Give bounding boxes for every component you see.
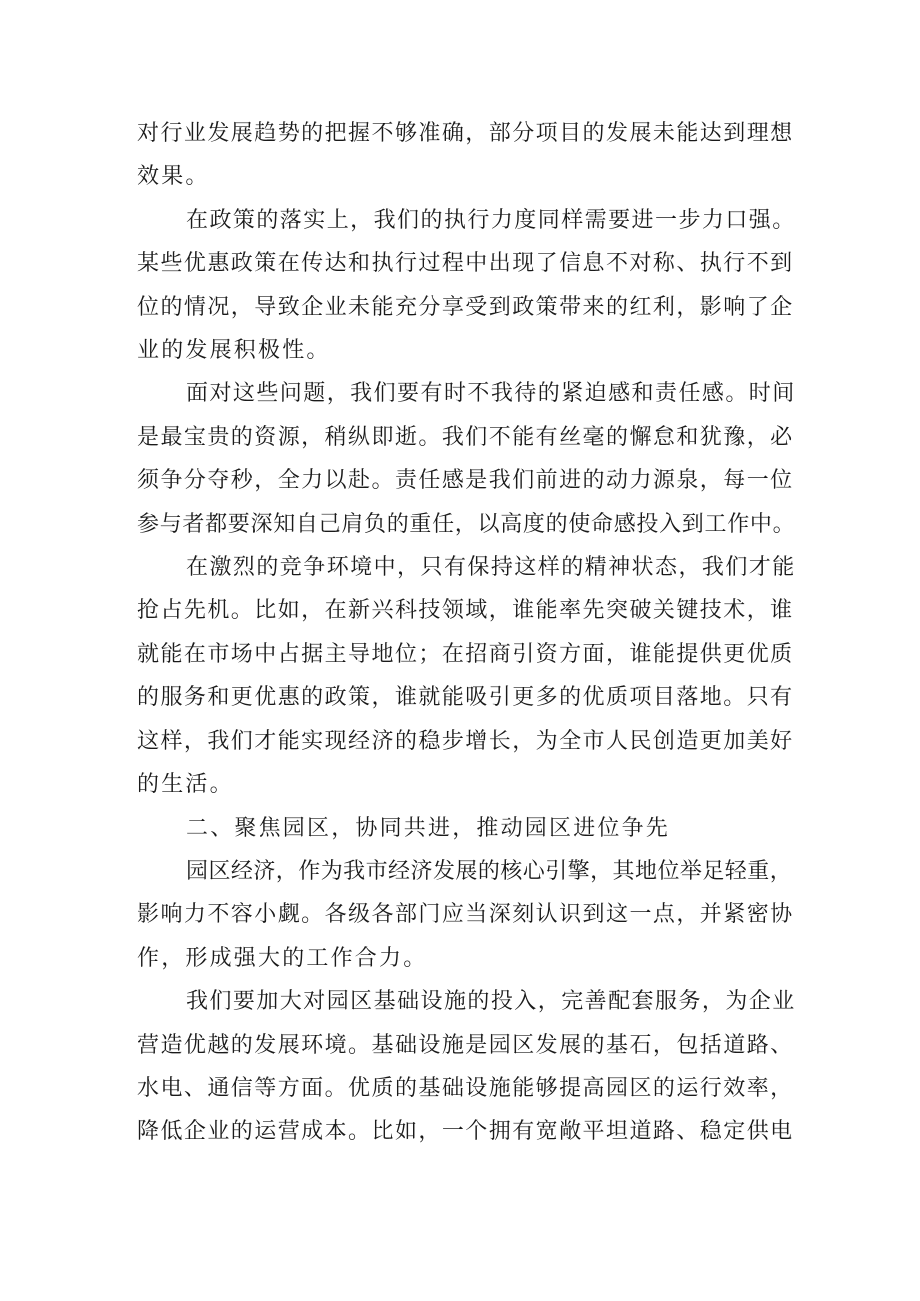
paragraph-line: 效果。: [137, 164, 210, 190]
paragraph-line: 水电、通信等方面。优质的基础设施能够提高园区的运行效率，: [137, 1075, 794, 1101]
paragraph-first-line: 我们要加大对园区基础设施的投入，完善配套服务，为企业: [186, 989, 796, 1015]
paragraph-first-line: 在激烈的竞争环境中，只有保持这样的精神状态，我们才能: [186, 555, 796, 581]
paragraph-line: 影响力不容小觑。各级各部门应当深刻认识到这一点，并紧密协: [137, 902, 794, 928]
document-body: [137, 112, 797, 1154]
paragraph-line: 营造优越的发展环境。基础设施是园区发展的基石，包括道路、: [137, 1032, 794, 1058]
paragraph-line: 是最宝贵的资源，稍纵即逝。我们不能有丝毫的懈怠和犹豫，必: [137, 424, 794, 450]
paragraph-line: 须争分夺秒，全力以赴。责任感是我们前进的动力源泉，每一位: [137, 468, 794, 494]
paragraph-line: 业的发展积极性。: [137, 338, 331, 364]
paragraph-line: 参与者都要深知自己肩负的重任，以高度的使命感投入到工作中。: [137, 511, 796, 537]
paragraph-line: 位的情况，导致企业未能充分享受到政策带来的红利，影响了企: [137, 294, 794, 320]
paragraph-line: 作，形成强大的工作合力。: [137, 945, 428, 971]
paragraph-line: 的生活。: [137, 772, 234, 798]
paragraph-first-line: 在政策的落实上，我们的执行力度同样需要进一步力口强。: [186, 207, 796, 233]
paragraph-line: 的服务和更优惠的政策，谁就能吸引更多的优质项目落地。只有: [137, 685, 794, 711]
paragraph-first-line: 二、聚焦园区，协同共进，推动园区进位争先: [186, 815, 671, 841]
paragraph-line: 某些优惠政策在传达和执行过程中出现了信息不对称、执行不到: [137, 251, 794, 277]
paragraph-line: 抢占先机。比如，在新兴科技领域，谁能率先突破关键技术，谁: [137, 598, 794, 624]
paragraph-line: 就能在市场中占据主导地位；在招商引资方面，谁能提供更优质: [137, 641, 794, 667]
paragraph-first-line: 园区经济，作为我市经济发展的核心引擎，其地位举足轻重，: [186, 858, 793, 884]
paragraph-line: 这样，我们才能实现经济的稳步增长，为全市人民创造更加美好: [137, 728, 794, 754]
paragraph-line: 降低企业的运营成本。比如，一个拥有宽敞平坦道路、稳定供电: [137, 1119, 794, 1145]
paragraph-line: 对行业发展趋势的把握不够准确，部分项目的发展未能达到理想: [137, 121, 794, 146]
paragraph-first-line: 面对这些问题，我们要有时不我待的紧迫感和责任感。时间: [186, 381, 796, 407]
